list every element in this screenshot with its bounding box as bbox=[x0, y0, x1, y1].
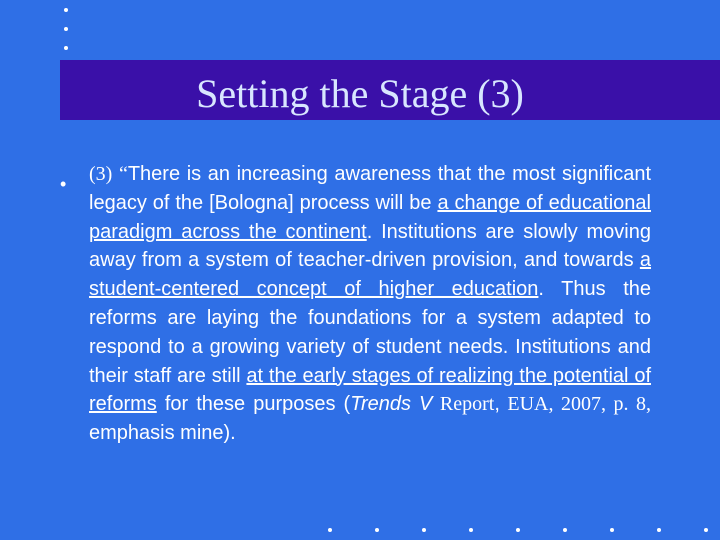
bullet-number: (3) bbox=[89, 163, 113, 185]
decorative-dot bbox=[657, 528, 661, 532]
decorative-dot bbox=[375, 528, 379, 532]
text-segment-1: There is an increasing awareness that the most significant legacy of the [Bologna] process will be bbox=[89, 163, 651, 214]
open-quote: “ bbox=[118, 163, 128, 185]
report-title-italic: Trends V bbox=[350, 393, 433, 416]
underlined-phrase-1: a change of educational paradigm across the continent bbox=[89, 191, 651, 243]
decorative-dot bbox=[516, 528, 520, 532]
decorative-dot bbox=[469, 528, 473, 532]
decorative-dot bbox=[610, 528, 614, 532]
bullet-text bbox=[89, 160, 651, 448]
decorative-dot bbox=[704, 528, 708, 532]
decorative-dot bbox=[64, 27, 68, 31]
text-segment-5: emphasis mine). bbox=[89, 422, 236, 445]
bullet-marker: • bbox=[60, 174, 67, 194]
citation-source: EUA, 2007, p. 8, bbox=[499, 393, 651, 416]
decorative-dot bbox=[328, 528, 332, 532]
decorative-dot bbox=[563, 528, 567, 532]
slide-title: Setting the Stage (3) bbox=[196, 71, 524, 116]
text-segment-4: for these purposes ( bbox=[156, 393, 351, 416]
report-word: Report bbox=[432, 393, 495, 416]
report-comma: , bbox=[494, 393, 500, 416]
underlined-phrase-2: a student-centered concept of higher education bbox=[89, 249, 651, 301]
text-segment-3: . Thus the reforms are laying the foundations for a system adapted to respond to a growing variety of student needs. Institutions and their staff are still bbox=[89, 278, 652, 387]
text-segment-2: . Institutions are slowly moving away from a system of teacher-driven provision, and towards bbox=[89, 220, 651, 272]
decorative-dot bbox=[64, 8, 68, 12]
decorative-dot bbox=[64, 46, 68, 50]
underlined-phrase-3: at the early stages of realizing the potential of reforms bbox=[89, 364, 651, 416]
decorative-dot bbox=[422, 528, 426, 532]
